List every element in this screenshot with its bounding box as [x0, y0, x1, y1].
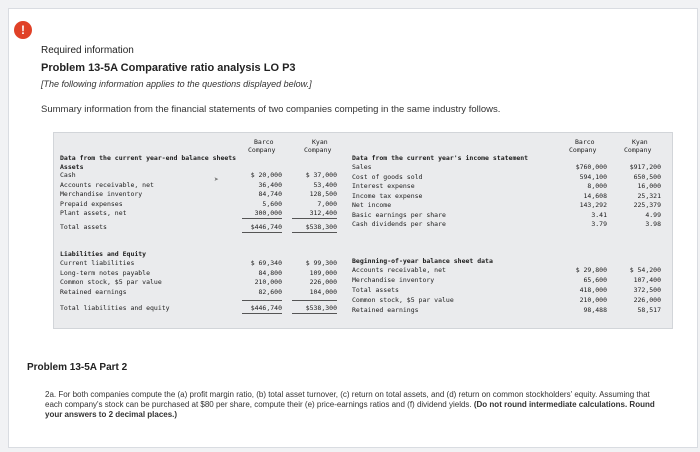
begin-row-label: Accounts receivable, net	[352, 266, 446, 274]
instruction-bold: (Do not round intermediate calculations. Round your answers to 2 decimal places.)	[45, 400, 655, 419]
income-row-barco: 3.79	[591, 220, 607, 228]
alert-icon: !	[14, 21, 32, 39]
col-barco-left: Barco	[254, 138, 274, 146]
asset-row-kyan: $ 37,000	[305, 171, 337, 179]
begin-row-kyan: 226,000	[633, 296, 661, 304]
liab-row-label: Retained earnings	[60, 287, 127, 296]
asset-row-kyan: 7,000	[317, 199, 337, 208]
part2-title: Problem 13-5A Part 2	[27, 362, 128, 373]
begin-row-barco: 98,488	[583, 306, 607, 314]
income-row-kyan: 25,321	[637, 191, 661, 200]
income-row-label: Income tax expense	[352, 191, 423, 200]
begin-row-label: Common stock, $5 par value	[352, 296, 454, 304]
asset-row-label: Prepaid expenses	[60, 199, 123, 208]
total-assets-barco: $446,740	[250, 223, 282, 231]
asset-row-barco: $ 20,000	[250, 171, 282, 179]
liab-row-barco: 210,000	[254, 278, 282, 286]
liab-row-barco: $ 69,340	[250, 259, 282, 267]
assets-heading: Assets	[60, 163, 84, 171]
income-statement-title: Data from the current year's income statement	[352, 154, 529, 162]
total-assets-label: Total assets	[60, 223, 107, 231]
beginning-balance-title: Beginning-of-year balance sheet data	[352, 257, 493, 265]
liab-row-kyan: 104,000	[309, 287, 337, 296]
begin-row-label: Total assets	[352, 286, 399, 294]
part2-instructions	[45, 390, 655, 420]
asset-row-barco: 84,740	[258, 190, 282, 198]
liab-row-label: Current liabilities	[60, 259, 135, 267]
income-row-label: Basic earnings per share	[352, 210, 446, 219]
total-liab-label: Total liabilities and equity	[60, 304, 170, 312]
begin-row-barco: 210,000	[579, 296, 607, 304]
asset-row-kyan: 128,500	[309, 190, 337, 198]
income-row-kyan: 4.99	[645, 210, 661, 219]
begin-row-label: Merchandise inventory	[352, 276, 435, 284]
col-sub-barco-right: Company	[569, 146, 597, 154]
begin-row-kyan: $ 54,200	[629, 266, 661, 274]
liab-row-kyan: 226,000	[309, 278, 337, 286]
total-assets-kyan: $538,300	[305, 223, 337, 231]
begin-row-barco: $ 29,800	[575, 266, 607, 274]
balance-sheet-title: Data from the current year-end balance sheets	[60, 154, 237, 162]
financial-data-table	[53, 132, 673, 329]
income-row-barco: $760,000	[575, 163, 607, 171]
begin-row-kyan: 58,517	[637, 306, 661, 314]
asset-row-label: Accounts receivable, net	[60, 180, 154, 189]
asset-row-label: Cash	[60, 171, 76, 179]
income-row-kyan: $917,200	[629, 163, 661, 171]
liab-row-barco: 82,600	[258, 287, 282, 296]
total-liab-kyan: $538,300	[305, 304, 337, 312]
asset-row-label: Plant assets, net	[60, 209, 127, 217]
income-row-label: Sales	[352, 163, 372, 171]
instruction-text: 2a. For both companies compute the (a) profit margin ratio, (b) total asset turnover, (c) return on total assets, and (d) return on common stockholders' equity. Assuming that each company's stock can be purchased at $80 per share, compute their (e) price-earnings ratios and (f) dividend yields.	[45, 390, 650, 409]
begin-row-kyan: 107,400	[633, 276, 661, 284]
col-sub-kyan-right: Company	[624, 146, 652, 154]
begin-row-barco: 418,000	[579, 286, 607, 294]
liab-row-label: Long-term notes payable	[60, 268, 151, 277]
income-row-kyan: 16,000	[637, 182, 661, 190]
info-note: [The following information applies to the questions displayed below.]	[41, 79, 312, 89]
income-row-label: Interest expense	[352, 182, 415, 190]
total-liab-barco: $446,740	[250, 304, 282, 312]
asset-row-kyan: 53,400	[313, 180, 337, 189]
income-row-kyan: 3.98	[645, 220, 661, 228]
col-barco-right: Barco	[575, 138, 595, 146]
income-row-label: Cash dividends per share	[352, 220, 446, 228]
liab-row-kyan: $ 99,300	[305, 259, 337, 267]
summary-text: Summary information from the financial statements of two companies competing in the same industry follows.	[41, 104, 501, 115]
income-row-label: Net income	[352, 201, 392, 209]
liab-row-kyan: 109,000	[309, 268, 337, 277]
income-row-barco: 8,000	[587, 182, 607, 190]
cursor-icon: ➤	[214, 175, 219, 184]
col-sub-barco-left: Company	[248, 146, 276, 154]
asset-row-label: Merchandise inventory	[60, 190, 143, 198]
begin-row-label: Retained earnings	[352, 306, 419, 314]
liab-row-label: Common stock, $5 par value	[60, 278, 162, 286]
asset-row-barco: 36,400	[258, 180, 282, 189]
begin-row-kyan: 372,500	[633, 286, 661, 294]
income-row-barco: 3.41	[591, 210, 607, 219]
asset-row-barco: 5,600	[262, 199, 282, 208]
begin-row-barco: 65,600	[583, 276, 607, 284]
section-label: Required information	[41, 45, 134, 56]
liab-row-barco: 84,800	[258, 268, 282, 277]
liabilities-heading: Liabilities and Equity	[60, 250, 147, 258]
income-row-label: Cost of goods sold	[352, 172, 423, 181]
problem-title: Problem 13-5A Comparative ratio analysis LO P3	[41, 62, 296, 74]
col-kyan-left: Kyan	[312, 138, 328, 146]
asset-row-kyan: 312,400	[309, 209, 337, 217]
col-sub-kyan-left: Company	[304, 146, 332, 154]
income-row-barco: 594,100	[579, 172, 607, 181]
income-row-barco: 14,608	[583, 191, 607, 200]
question-card	[8, 8, 698, 448]
income-row-barco: 143,292	[579, 201, 607, 209]
income-row-kyan: 225,379	[633, 201, 661, 209]
asset-row-barco: 300,000	[254, 209, 282, 217]
income-row-kyan: 650,500	[633, 172, 661, 181]
col-kyan-right: Kyan	[632, 138, 648, 146]
